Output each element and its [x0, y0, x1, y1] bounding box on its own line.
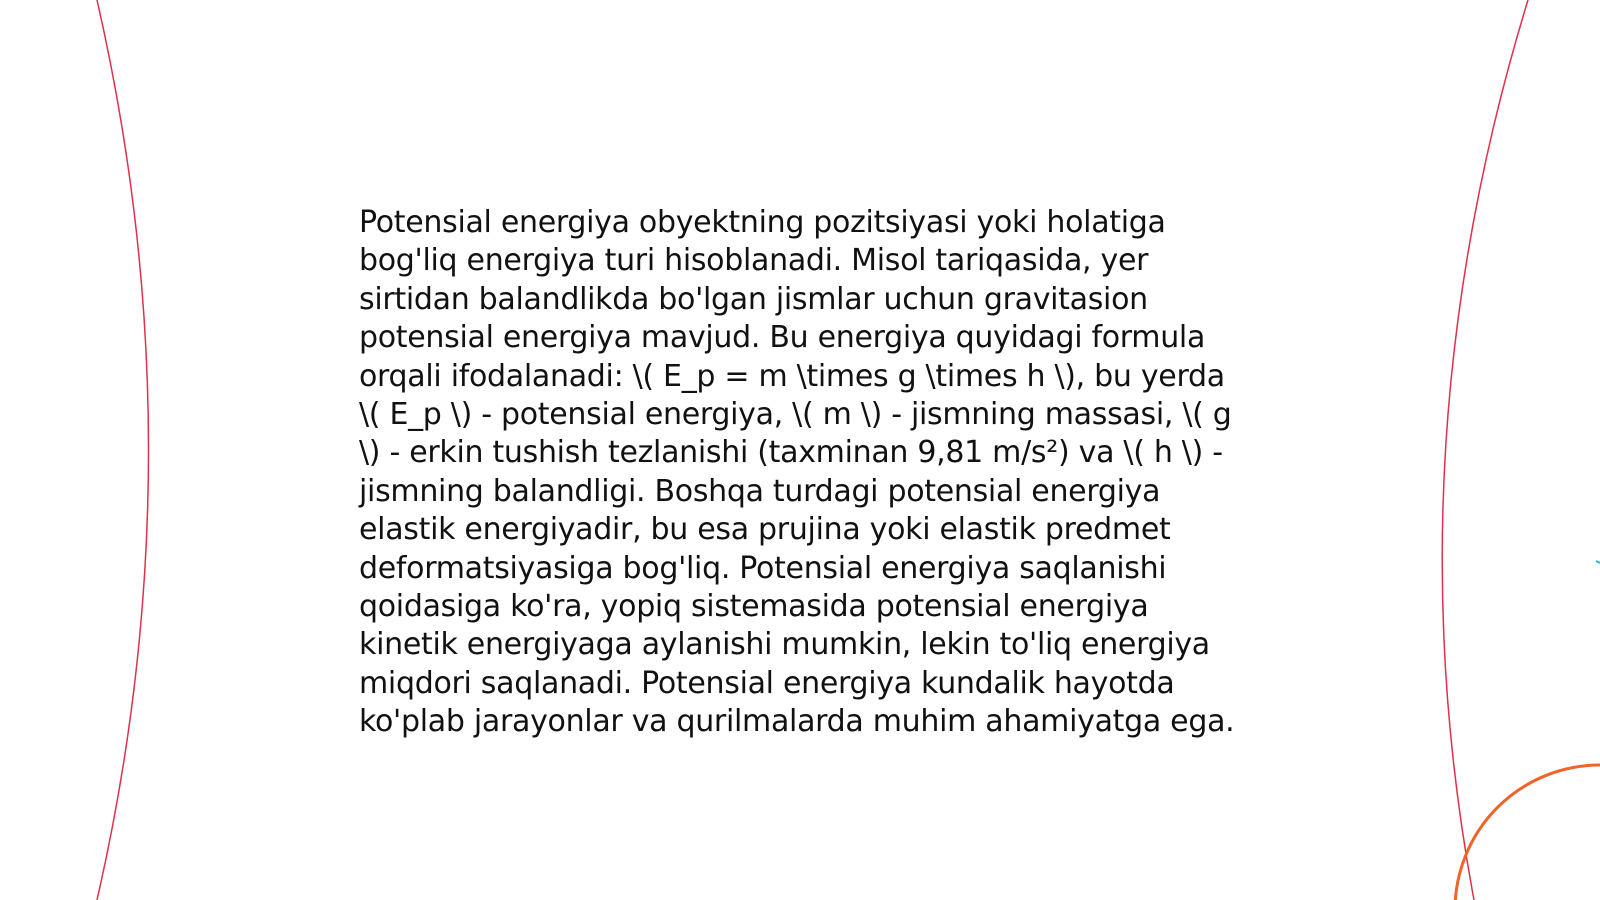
body-paragraph: Potensial energiya obyektning pozitsiyasi yoki holatiga bog'liq energiya turi hisoblanadi. Misol tariqasida, yer sirtidan balandlikda bo'lgan jismlar uchun gravitasion potensial energiya mavjud. Bu energiya quyidagi formula orqali ifodalanadi: \( E_p = m \times g \times h \), bu yerda \( E_p \) - potensial energiya, \( m \) - jismning massasi, \( g \) - erkin tushish tezlanishi (taxminan 9,81 m/s²) va \( h \) - jismning balandligi. Boshqa turdagi potensial energiya elastik energiyadir, bu esa prujina yoki elastik predmet deformatsiyasiga bog'liq. Potensial energiya saqlanishi qoidasiga ko'ra, yopiq sistemasida potensial energiya kinetik energiyaga aylanishi mumkin, lekin to'liq energiya miqdori saqlanadi. Potensial energiya kundalik hayotda ko'plab jarayonlar va qurilmalarda muhim ahamiyatga ega. — [359, 205, 1235, 740]
right-arc-line — [1442, 0, 1528, 900]
left-arc-line — [97, 0, 149, 900]
teal-accent-mark — [1596, 561, 1600, 563]
orange-circle-outline — [1455, 765, 1600, 900]
